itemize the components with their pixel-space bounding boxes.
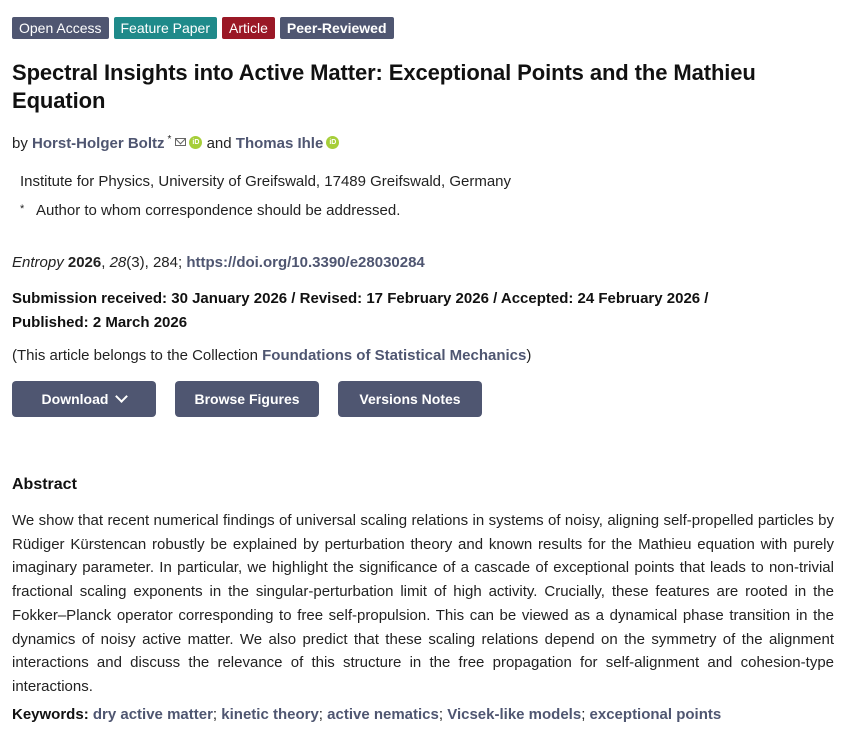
- correspondence-mark: *: [20, 203, 25, 215]
- keyword-separator: ;: [581, 705, 586, 723]
- keyword-link[interactable]: Vicsek-like models: [447, 705, 582, 723]
- citation-line: Entropy 2026, 28(3), 284; https://doi.org/10.3390/e28030284: [12, 254, 425, 271]
- author-boltz-link[interactable]: Horst-Holger Boltz: [32, 135, 165, 152]
- download-button[interactable]: [12, 381, 156, 417]
- citation-issue-pages: (3), 284;: [126, 254, 183, 271]
- feature-paper-badge[interactable]: Feature Paper: [114, 17, 218, 39]
- abstract-heading: Abstract: [12, 476, 77, 493]
- author-list: [12, 130, 834, 154]
- author-ihle-link[interactable]: Thomas Ihle: [235, 135, 324, 152]
- article-page: [12, 17, 834, 725]
- keyword-link[interactable]: exceptional points: [589, 705, 722, 723]
- affiliation: Institute for Physics, University of Greifswald, 17489 Greifswald, Germany: [20, 173, 512, 190]
- and-label: and: [206, 135, 232, 152]
- orcid-icon[interactable]: iD: [189, 136, 202, 149]
- badge-row: [12, 17, 834, 39]
- keyword-separator: ;: [438, 705, 444, 723]
- keyword-link[interactable]: dry active matter: [92, 705, 213, 723]
- chevron-down-icon: [116, 390, 129, 403]
- browse-figures-button[interactable]: Browse Figures: [175, 381, 319, 417]
- collection-prefix: (This article belongs to the Collection: [12, 347, 258, 364]
- peer-reviewed-badge[interactable]: Peer-Reviewed: [280, 17, 394, 39]
- mail-icon[interactable]: [175, 138, 186, 146]
- keyword-separator: ;: [318, 705, 323, 723]
- doi-link[interactable]: https://doi.org/10.3390/e28030284: [186, 254, 425, 271]
- correspondence-note: [20, 199, 834, 221]
- collection-link[interactable]: Foundations of Statistical Mechanics: [262, 347, 527, 364]
- citation-volume: 28: [109, 254, 127, 271]
- collection-note: [12, 346, 834, 366]
- correspondence-text: Author to whom correspondence should be addressed.: [36, 202, 401, 219]
- by-label: by: [12, 135, 28, 152]
- open-access-badge[interactable]: Open Access: [12, 17, 109, 39]
- keyword-link[interactable]: active nematics: [327, 705, 439, 723]
- keywords-label: Keywords:: [12, 705, 89, 723]
- collection-suffix: ): [526, 347, 532, 364]
- keyword-link[interactable]: kinetic theory: [221, 705, 319, 723]
- article-badge[interactable]: Article: [222, 17, 275, 39]
- journal-name: Entropy: [12, 254, 64, 271]
- dates-line-2: Published: 2 March 2026: [12, 314, 188, 331]
- versions-notes-button[interactable]: Versions Notes: [338, 381, 482, 417]
- submission-dates: [12, 287, 834, 335]
- dates-line-1: Submission received: 30 January 2026 / Revised: 17 February 2026 / Accepted: 24 February 2026 /: [12, 290, 709, 307]
- download-label: Download: [41, 391, 109, 407]
- citation-year: 2026: [67, 254, 102, 271]
- keywords: [12, 705, 834, 725]
- corresponding-mark: *: [167, 134, 172, 145]
- article-title: Spectral Insights into Active Matter: Exceptional Points and the Mathieu Equation: [12, 60, 756, 113]
- abstract-text: We show that recent numerical findings of universal scaling relations in systems of noisy, aligning self-propelled particles by Rüdiger Kürstencan robustly be explained by perturbation theory and known results for the Mathieu equation with purely imaginary parameter. In particular, we highlight the significance of a cascade of exceptional points that leads to non-trivial fractional scaling exponents in the singular-perturbation limit of high activity. Crucially, these features are rooted in the Fokker–Planck operator corresponding to free self-propulsion. This can be viewed as a dynamical phase transition in the dynamics of noisy active matter. We also predict that these scaling relations depend on the symmetry of the alignment interactions and discuss the relevance of this structure in the free propagation for self-alignment and cohesion-type interactions.: [12, 512, 834, 695]
- action-buttons: [12, 381, 834, 417]
- orcid-icon[interactable]: iD: [326, 136, 339, 149]
- keyword-separator: ;: [212, 705, 218, 723]
